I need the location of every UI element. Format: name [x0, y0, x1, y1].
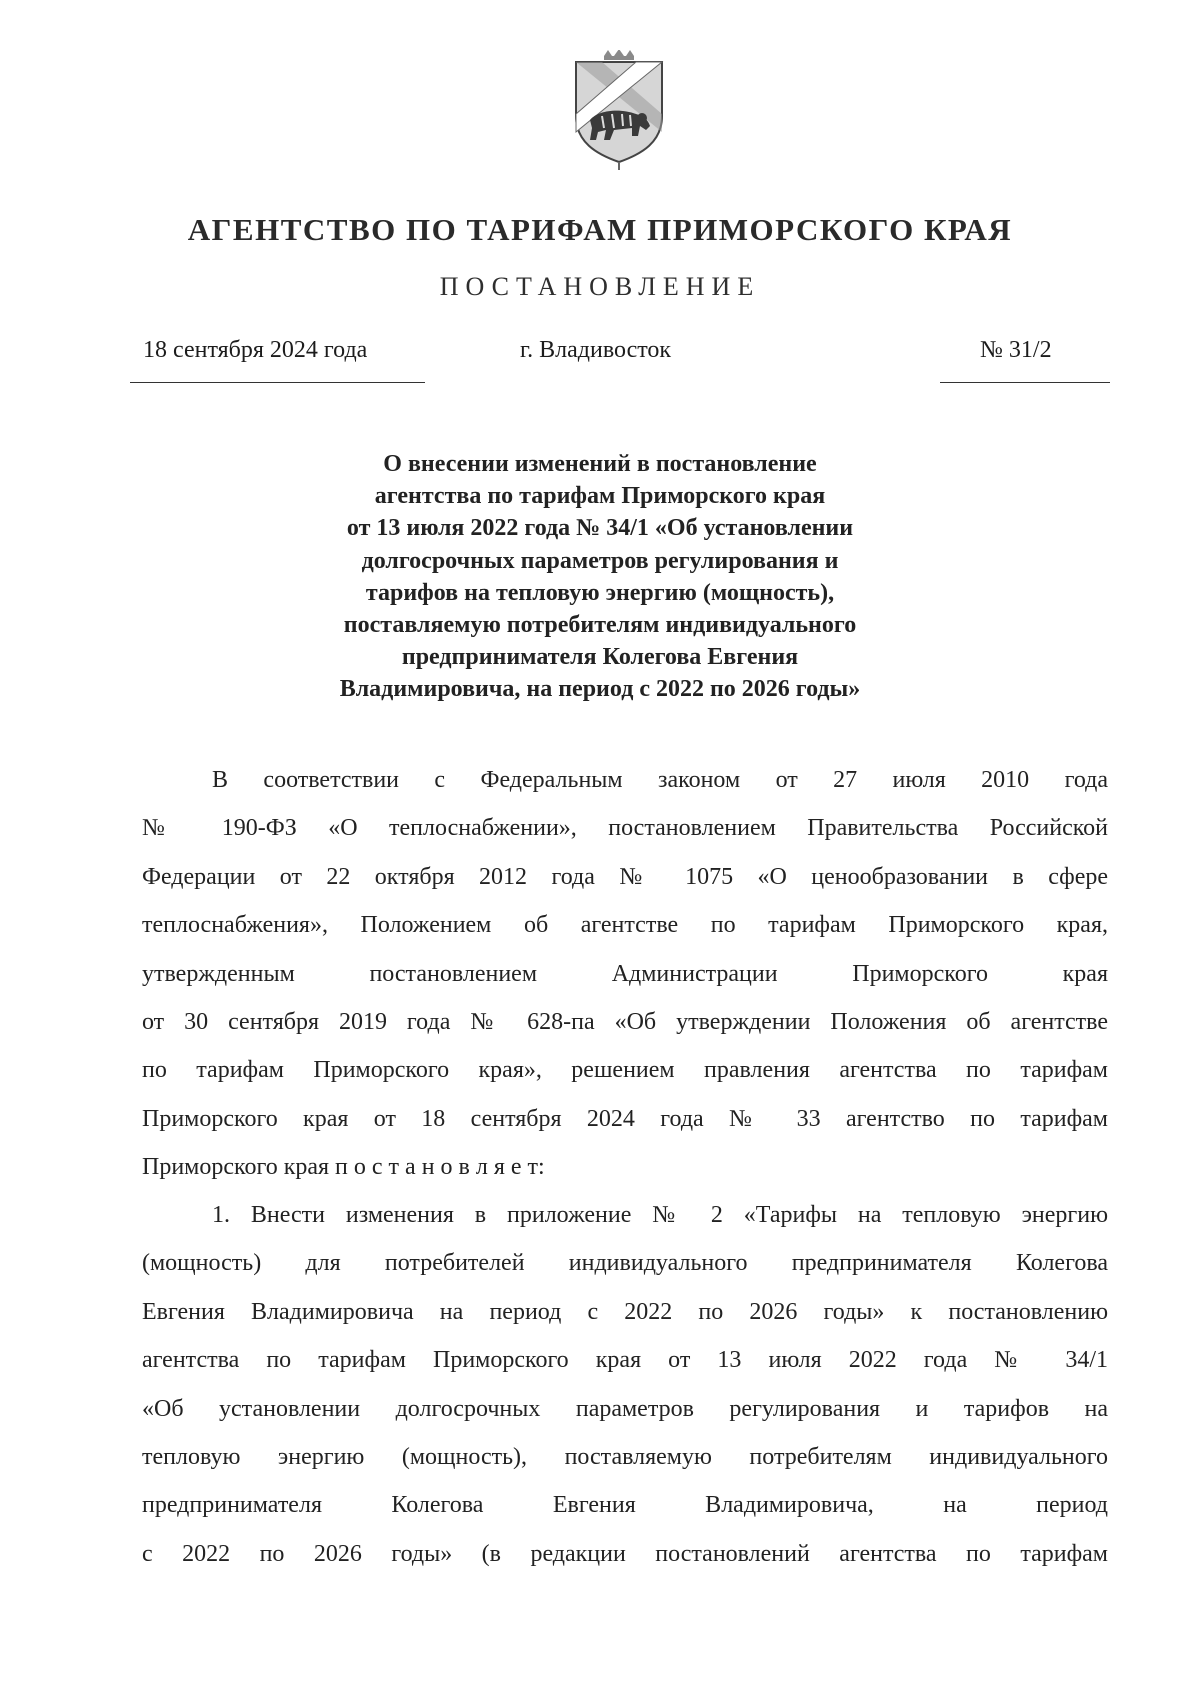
text-line: 1. Внести изменения в приложение № 2 «Тарифы на тепловую энергию	[212, 1202, 1108, 1228]
title-line: агентства по тарифам Приморского края	[374, 483, 826, 510]
title-line: О внесении изменений в постановление	[383, 451, 817, 477]
text-line: (мощность) для потребителей индивидуального предпринимателя Колегова	[142, 1250, 1108, 1277]
document-type: ПОСТАНОВЛЕНИЕ	[439, 272, 761, 301]
document-city: г. Владивосток	[520, 337, 672, 363]
date-underline	[130, 382, 425, 383]
text-line: теплоснабжения», Положением об агентстве по тарифам Приморского края,	[142, 912, 1108, 939]
number-underline	[940, 382, 1110, 383]
organization-name: АГЕНТСТВО ПО ТАРИФАМ ПРИМОРСКОГО КРАЯ	[187, 212, 1013, 247]
text-line: Приморского края от 18 сентября 2024 года № 33 агентство по тарифам	[142, 1105, 1108, 1132]
document-date: 18 сентября 2024 года	[143, 337, 368, 363]
coat-of-arms-emblem	[568, 50, 670, 170]
text-line: от 30 сентября 2019 года № 628-па «Об утверждении Положения об агентстве	[142, 1008, 1108, 1035]
text-line: В соответствии с Федеральным законом от 27 июля 2010 года	[212, 767, 1108, 793]
clause-1-paragraph	[142, 1191, 1108, 1578]
text-line: Федерации от 22 октября 2012 года № 1075 «О ценообразовании в сфере	[142, 863, 1108, 890]
text-line: тепловую энергию (мощность), поставляемую потребителям индивидуального	[142, 1443, 1108, 1470]
text-line: агентства по тарифам Приморского края от 13 июля 2022 года № 34/1	[142, 1347, 1108, 1374]
title-line: долгосрочных параметров регулирования и	[361, 547, 839, 574]
text-line: по тарифам Приморского края», решением правления агентства по тарифам	[142, 1057, 1108, 1084]
text-line: Приморского края п о с т а н о в л я е т:	[142, 1154, 545, 1181]
title-line: тарифов на тепловую энергию (мощность),	[365, 579, 835, 606]
text-line: Евгения Владимировича на период с 2022 по 2026 годы» к постановлению	[142, 1298, 1108, 1325]
title-line: Владимировича, на период с 2022 по 2026 годы»	[339, 676, 861, 703]
title-line: от 13 июля 2022 года № 34/1 «Об установлении	[346, 515, 854, 542]
document-number: № 31/2	[980, 337, 1052, 363]
text-line: предпринимателя Колегова Евгения Владимировича, на период	[142, 1492, 1108, 1519]
title-line: предпринимателя Колегова Евгения	[401, 644, 799, 671]
document-title	[230, 448, 970, 706]
title-line: поставляемую потребителям индивидуального	[343, 612, 857, 639]
preamble-paragraph	[142, 756, 1108, 1192]
text-line: № 190-ФЗ «О теплоснабжении», постановлением Правительства Российской	[142, 815, 1108, 842]
crown-icon	[604, 50, 634, 60]
text-line: утвержденным постановлением Администрации Приморского края	[142, 960, 1108, 987]
text-line: «Об установлении долгосрочных параметров регулирования и тарифов на	[142, 1395, 1108, 1422]
text-line: с 2022 по 2026 годы» (в редакции постановлений агентства по тарифам	[142, 1540, 1108, 1567]
